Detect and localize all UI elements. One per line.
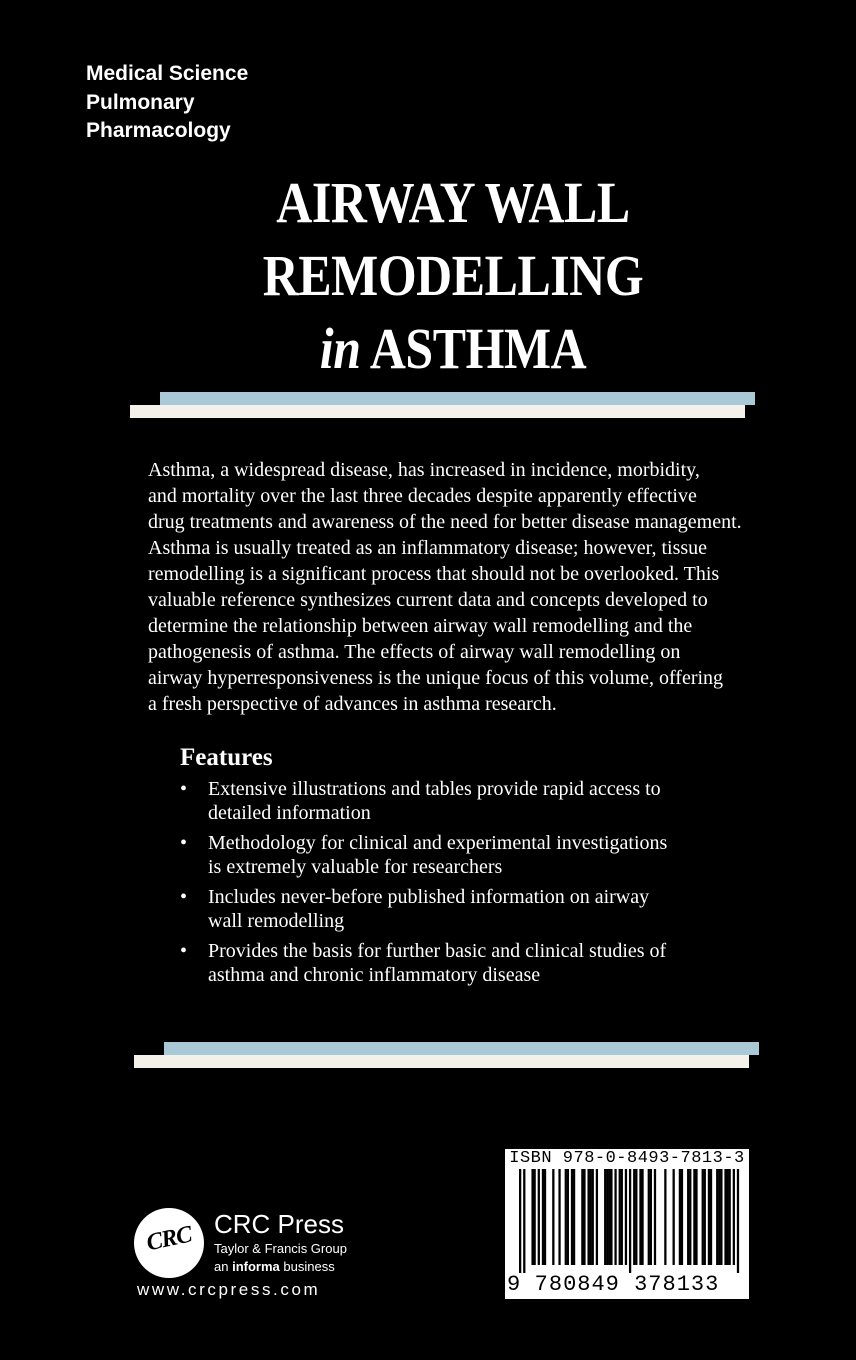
description-line: drug treatments and awareness of the need for better disease management.: [148, 511, 742, 533]
barcode-bar: [733, 1169, 735, 1265]
barcode-bar: [604, 1169, 606, 1265]
description-line: a fresh perspective of advances in asthma research.: [148, 693, 557, 715]
barcode-bar: [610, 1169, 612, 1265]
book-title: [63, 166, 842, 385]
barcode-bar: [544, 1169, 546, 1265]
barcode-bar: [596, 1169, 598, 1265]
barcode-bar: [608, 1169, 610, 1265]
feature-text-line: Extensive illustrations and tables provide rapid access to: [208, 778, 661, 800]
barcode-bar: [689, 1169, 691, 1265]
feature-text-line: asthma and chronic inflammatory disease: [208, 964, 541, 986]
publisher-business: [214, 1258, 347, 1276]
barcode-bar: [542, 1169, 544, 1265]
isbn-label: ISBN 978-0-8493-7813-3: [509, 1149, 745, 1168]
barcode-bar: [710, 1169, 712, 1265]
barcode-bar: [583, 1169, 585, 1265]
barcode-bar: [654, 1169, 656, 1265]
description-line: airway hyperresponsiveness is the unique focus of this volume, offering: [148, 667, 724, 689]
title-line-1: AIRWAY WALL: [276, 170, 630, 235]
bullet-icon: •: [180, 778, 188, 800]
description-line: valuable reference synthesizes current data and concepts developed to: [148, 589, 708, 611]
barcode-bar: [695, 1169, 697, 1265]
feature-text-line: Provides the basis for further basic and clinical studies of: [208, 940, 667, 962]
barcode-bar: [606, 1169, 608, 1265]
barcode-bar: [567, 1169, 569, 1265]
barcode-bar: [720, 1169, 722, 1265]
description-line: determine the relationship between airway wall remodelling and the: [148, 615, 693, 637]
barcode-bar: [523, 1169, 525, 1273]
barcode-bar: [648, 1169, 650, 1265]
feature-text-line: Includes never-before published information on airway: [208, 886, 650, 908]
business-suffix: business: [283, 1259, 335, 1274]
description-line: Asthma is usually treated as an inflammatory disease; however, tissue: [148, 537, 708, 559]
feature-text-line: Methodology for clinical and experimental investigations: [208, 832, 668, 854]
barcode-bar: [592, 1169, 594, 1265]
barcode-bar: [687, 1169, 689, 1265]
barcode-bar: [726, 1169, 728, 1265]
top-rule-cream: [130, 405, 745, 418]
description-line: and mortality over the last three decades despite apparently effective: [148, 485, 697, 507]
barcode-bar: [552, 1169, 554, 1265]
barcode-bar: [639, 1169, 641, 1265]
top-rule-blue: [160, 392, 755, 405]
title-line-2: REMODELLING: [262, 243, 644, 308]
publisher-website: www.crcpress.com: [137, 1280, 321, 1299]
barcode-bar: [702, 1169, 704, 1265]
barcode-bar: [519, 1169, 521, 1273]
feature-item: [180, 831, 740, 879]
barcode-bar: [621, 1169, 623, 1265]
barcode-digits: [505, 1273, 749, 1297]
barcode-bar: [693, 1169, 695, 1265]
barcode-bar: [573, 1169, 575, 1265]
bullet-icon: •: [180, 940, 188, 962]
barcode-bar: [625, 1169, 627, 1265]
features-heading: Features: [180, 744, 273, 771]
description-line: pathogenesis of asthma. The effects of airway wall remodelling on: [148, 641, 681, 663]
publisher-group: Taylor & Francis Group: [214, 1241, 347, 1256]
barcode-bar: [716, 1169, 718, 1265]
barcode-bars: [519, 1169, 741, 1273]
barcode-bar: [581, 1169, 583, 1265]
barcode-digit-groups: 780849 378133: [534, 1272, 720, 1297]
bullet-icon: •: [180, 886, 188, 908]
barcode-bar: [708, 1169, 710, 1265]
business-prefix: an: [214, 1259, 229, 1274]
barcode-bar: [558, 1169, 560, 1265]
barcode-bar: [590, 1169, 592, 1265]
crc-logo-text: CRC: [144, 1221, 194, 1257]
publisher-name: CRC Press: [214, 1209, 345, 1239]
feature-item: [180, 939, 740, 987]
barcode-first-digit: 9: [507, 1272, 522, 1297]
category-pharmacology: Pharmacology: [86, 119, 231, 142]
barcode-bar: [614, 1169, 616, 1265]
description-line: Asthma, a widespread disease, has increased in incidence, morbidity,: [148, 459, 700, 481]
barcode-bar: [565, 1169, 567, 1265]
title-line-3: [63, 312, 842, 385]
barcode-bar: [571, 1169, 573, 1265]
barcode-bar: [534, 1169, 536, 1265]
barcode-bar: [635, 1169, 637, 1265]
category-medical-science: Medical Science: [86, 62, 249, 85]
barcode-bar: [729, 1169, 731, 1265]
features-list: [180, 777, 740, 993]
feature-item: [180, 885, 740, 933]
barcode-bar: [724, 1169, 726, 1265]
barcode-bar: [650, 1169, 652, 1265]
barcode-bar: [633, 1169, 635, 1265]
business-brand: informa: [232, 1259, 280, 1274]
publisher-info: [214, 1208, 347, 1276]
barcode-bar: [673, 1169, 675, 1265]
bottom-rule-blue: [164, 1042, 759, 1055]
crc-logo-icon: [134, 1208, 204, 1278]
subject-categories: [86, 60, 248, 146]
feature-text-line: wall remodelling: [208, 910, 345, 932]
feature-text-line: is extremely valuable for researchers: [208, 856, 503, 878]
description-line: remodelling is a significant process that should not be overlooked. This: [148, 563, 720, 585]
barcode-bar: [538, 1169, 540, 1265]
barcode-bar: [587, 1169, 589, 1265]
barcode-bar: [681, 1169, 683, 1265]
feature-text-line: detailed information: [208, 802, 371, 824]
barcode-bar: [664, 1169, 666, 1265]
isbn-barcode: [505, 1149, 749, 1299]
title-in: in: [319, 316, 361, 381]
title-asthma: ASTHMA: [369, 316, 587, 381]
barcode-bar: [679, 1169, 681, 1265]
bottom-rule-cream: [134, 1055, 749, 1068]
book-description: [148, 457, 778, 717]
barcode-bar: [531, 1169, 533, 1265]
barcode-bar: [641, 1169, 643, 1265]
barcode-bar: [629, 1169, 631, 1273]
barcode-bar: [704, 1169, 706, 1265]
barcode-bar: [718, 1169, 720, 1265]
barcode-bar: [737, 1169, 739, 1273]
feature-item: [180, 777, 740, 825]
barcode-bar: [619, 1169, 621, 1265]
bullet-icon: •: [180, 832, 188, 854]
category-pulmonary: Pulmonary: [86, 90, 195, 114]
